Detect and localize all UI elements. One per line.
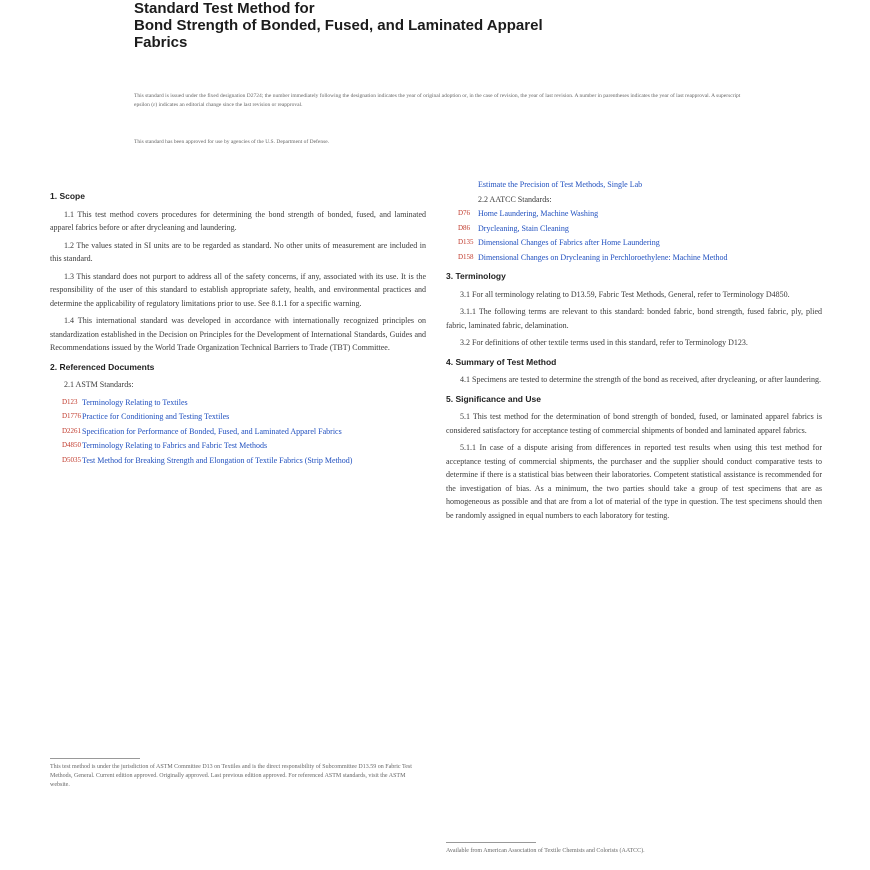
reference-item[interactable]	[50, 425, 426, 439]
reference-code: D1776	[62, 412, 82, 420]
footnote-left	[50, 758, 426, 790]
preface-note-dod: This standard has been approved for use by agencies of the U.S. Department of Defense.	[134, 139, 330, 145]
reference-code: D158	[458, 252, 474, 261]
reference-item[interactable]	[446, 222, 822, 236]
reference-subheading: 2.2 AATCC Standards:	[478, 194, 552, 204]
reference-item[interactable]	[446, 207, 822, 221]
reference-code: D135	[458, 238, 474, 246]
paragraph: 3.1.1 The following terms are relevant to this standard: bonded fabric, bond strength, fused fabric, ply, plied fabric, laminated fabric, delamination.	[446, 307, 822, 330]
section-heading-terminology: 3. Terminology	[446, 271, 506, 281]
reference-link[interactable]: Drycleaning, Stain Cleaning	[478, 223, 569, 233]
reference-item[interactable]	[50, 396, 426, 410]
paragraph: 5.1 This test method for the determination of bond strength of bonded, fused, or laminated apparel fabrics is considered satisfactory for acceptance testing of commercial shipments of bonded and laminated apparel fabrics.	[446, 412, 822, 435]
reference-link[interactable]: Specification for Performance of Bonded, Fused, and Laminated Apparel Fabrics	[82, 426, 342, 436]
reference-item[interactable]	[50, 439, 426, 453]
reference-code: D76	[458, 209, 471, 217]
reference-code: D86	[458, 223, 471, 232]
reference-link[interactable]: Estimate the Precision of Test Methods, Single Lab	[478, 180, 643, 189]
paragraph: 3.1 For all terminology relating to D13.59, Fabric Test Methods, General, refer to Terminology D4850.	[460, 289, 790, 299]
reference-link[interactable]: Practice for Conditioning and Testing Textiles	[82, 412, 230, 421]
reference-item[interactable]	[446, 236, 822, 250]
reference-item	[446, 193, 822, 207]
reference-link[interactable]: Test Method for Breaking Strength and Elongation of Textile Fabrics (Strip Method)	[82, 455, 353, 465]
right-column	[446, 178, 822, 526]
reference-item[interactable]	[446, 251, 822, 265]
title-line-2: Bond Strength of Bonded, Fused, and Laminated Apparel	[134, 17, 543, 34]
section-heading-summary: 4. Summary of Test Method	[446, 356, 557, 367]
section-heading-significance: 5. Significance and Use	[446, 393, 541, 404]
refs-intro: 2.1 ASTM Standards:	[64, 380, 134, 389]
title-line-1: Standard Test Method for	[134, 0, 315, 17]
section-heading-scope: 1. Scope	[50, 191, 85, 201]
paragraph: 1.3 This standard does not purport to address all of the safety concerns, if any, associated with its use. It is the responsibility of the user of this standard to establish appropriate safety, health, and environmental practices and determine the applicability of regulatory limitations prior to use. See 8.1.1 for a specific warning.	[50, 271, 426, 308]
reference-link[interactable]: Dimensional Changes on Drycleaning in Perchloroethylene: Machine Method	[478, 252, 728, 262]
section-heading-refs: 2. Referenced Documents	[50, 361, 155, 372]
paragraph: 4.1 Specimens are tested to determine the strength of the bond as received, after drycleaning, or after laundering.	[460, 375, 821, 384]
reference-item[interactable]	[446, 178, 822, 192]
paragraph: 1.2 The values stated in SI units are to be regarded as standard. No other units of measurement are included in this standard.	[50, 240, 426, 263]
reference-item[interactable]	[50, 410, 426, 424]
document-title	[134, 0, 754, 51]
footnote-text: Available from American Association of Textile Chemists and Colorists (AATCC).	[446, 848, 645, 854]
reference-item[interactable]	[50, 454, 426, 468]
left-column	[50, 184, 426, 468]
reference-link[interactable]: Dimensional Changes of Fabrics after Home Laundering	[478, 238, 660, 247]
reference-code: D5035	[62, 455, 82, 464]
preface-note: This standard is issued under the fixed designation D2724; the number immediately following the designation indicates the year of original adoption or, in the case of revision, the year of last revision. A number in parentheses indicates the year of last reapproval. A superscript epsilon (ε) indicates an editorial change since the last revision or reapproval.	[134, 93, 741, 108]
title-line-3: Fabrics	[134, 34, 188, 51]
footnote-right	[446, 842, 822, 856]
paragraph: 5.1.1 In case of a dispute arising from differences in reported test results when using this test method for acceptance testing of commercial shipments, the purchaser and the supplier should conduct comparative tests to determine if there is a statistical bias between their laboratories. Competent statistical assistance is recommended for the investigation of bias. As a minimum, the two parties should take a group of test specimens that are as homogeneous as possible and that are from a lot of material of the type in question. The test specimens should then be randomly assigned in equal numbers to each laboratory for testing.	[446, 443, 822, 520]
paragraph: 1.4 This international standard was developed in accordance with internationally recognized principles on standardization established in the Decision on Principles for the Development of International Standards, Guides and Recommendations issued by the World Trade Organization Technical Barriers to Trade (TBT) Committee.	[50, 316, 426, 352]
footnote-rule	[446, 842, 536, 843]
reference-code: D2261	[62, 426, 82, 435]
paragraph: 3.2 For definitions of other textile terms used in this standard, refer to Terminology D123.	[460, 338, 748, 347]
footnote-text: This test method is under the jurisdiction of ASTM Committee D13 on Textiles and is the direct responsibility of Subcommittee D13.59 on Fabric Test Methods, General. Current edition approved. Originally approved. Last previous edition approved. For referenced ASTM standards, visit the ASTM website.	[50, 764, 412, 788]
reference-link[interactable]: Terminology Relating to Fabrics and Fabric Test Methods	[82, 441, 268, 450]
reference-code: D4850	[62, 441, 82, 449]
paragraph: 1.1 This test method covers procedures for determining the bond strength of bonded, fused, and laminated apparel fabrics before or after drycleaning and laundering.	[50, 209, 426, 232]
reference-code: D123	[62, 397, 78, 406]
reference-link[interactable]: Terminology Relating to Textiles	[82, 397, 188, 407]
reference-link[interactable]: Home Laundering, Machine Washing	[478, 209, 599, 218]
footnote-rule	[50, 758, 140, 759]
